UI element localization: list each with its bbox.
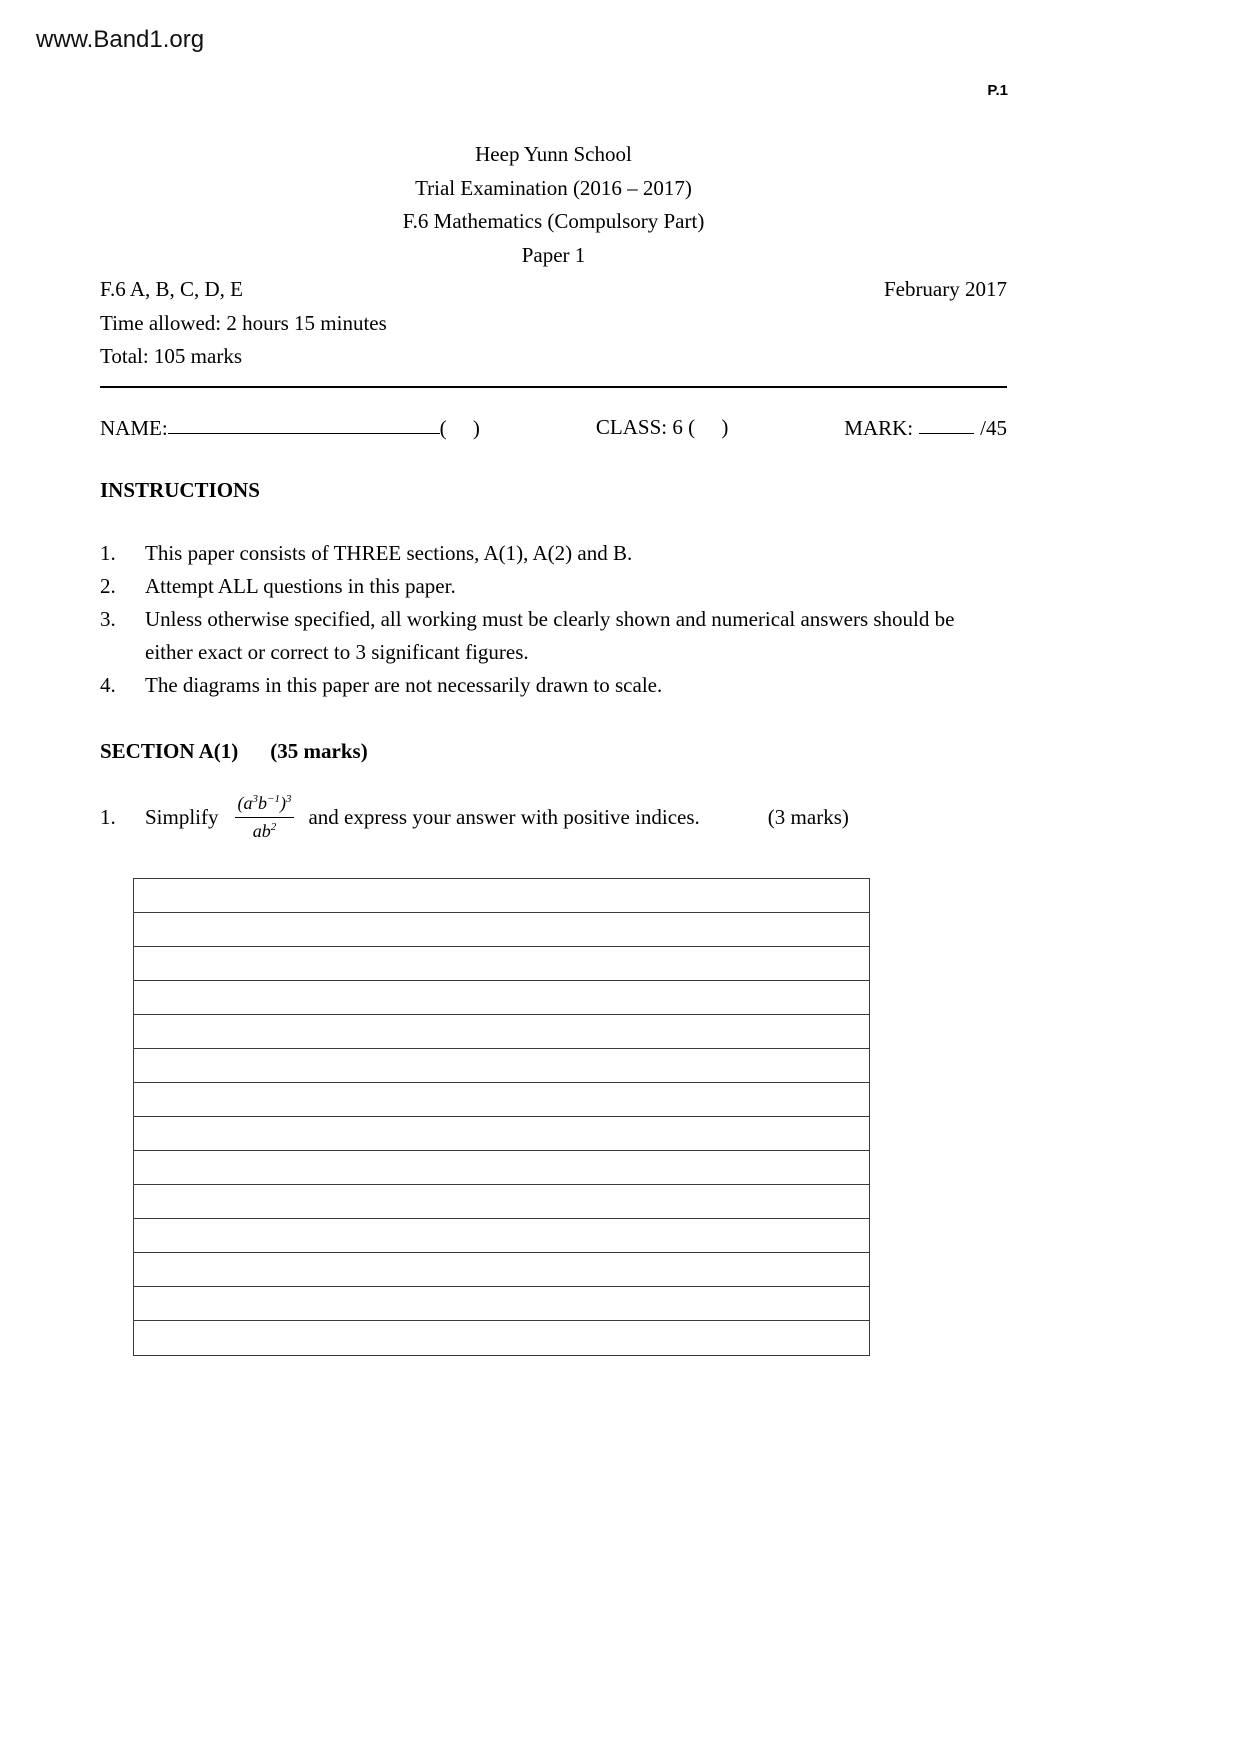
subject-title: F.6 Mathematics (Compulsory Part) bbox=[402, 209, 705, 233]
section-title: SECTION A(1) bbox=[100, 739, 239, 764]
class-date-row bbox=[100, 273, 1007, 307]
question-suffix: and express your answer with positive indices. bbox=[308, 804, 700, 829]
name-class-mark-row bbox=[100, 415, 1007, 441]
name-group bbox=[100, 415, 480, 441]
paper-title: Paper 1 bbox=[521, 242, 586, 267]
title-block bbox=[100, 138, 1007, 272]
time-allowed: Time allowed: 2 hours 15 minutes bbox=[100, 310, 387, 335]
answer-line bbox=[134, 1049, 869, 1083]
mark-field-blank bbox=[919, 415, 974, 435]
numerator-exp-b: −1 bbox=[267, 793, 280, 806]
instruction-text: Attempt ALL questions in this paper. bbox=[145, 574, 456, 599]
answer-line bbox=[134, 1321, 869, 1355]
exam-date: February 2017 bbox=[883, 277, 1007, 301]
numerator-close: ) bbox=[279, 793, 286, 814]
question-marks: (3 marks) bbox=[767, 804, 849, 829]
section-marks: (35 marks) bbox=[270, 739, 368, 764]
fraction-numerator bbox=[235, 792, 295, 818]
fraction-denominator bbox=[253, 818, 277, 843]
denominator-exp: 2 bbox=[270, 820, 277, 833]
mark-label: MARK: bbox=[844, 415, 914, 440]
mark-group bbox=[844, 415, 1007, 441]
answer-line bbox=[134, 947, 869, 981]
numerator-outer-exp: 3 bbox=[285, 793, 292, 806]
instruction-number: 2. bbox=[100, 574, 116, 599]
page-content bbox=[100, 0, 1007, 1356]
instruction-item bbox=[100, 669, 1007, 702]
numerator-base: (a bbox=[237, 793, 253, 814]
divider-rule bbox=[100, 386, 1007, 388]
class-list: F.6 A, B, C, D, E bbox=[100, 277, 244, 301]
meta-block bbox=[100, 273, 1007, 374]
answer-line bbox=[134, 1083, 869, 1117]
numerator-b: b bbox=[258, 793, 268, 814]
answer-line bbox=[134, 1151, 869, 1185]
question-prefix: Simplify bbox=[145, 804, 219, 829]
answer-box bbox=[133, 878, 870, 1356]
numerator-exp-a: 3 bbox=[252, 793, 259, 806]
answer-line bbox=[134, 1015, 869, 1049]
answer-line bbox=[134, 1219, 869, 1253]
answer-line bbox=[134, 1253, 869, 1287]
instruction-text: This paper consists of THREE sections, A(1), A(2) and B. bbox=[145, 541, 633, 566]
instructions-list bbox=[100, 537, 1007, 702]
total-marks: Total: 105 marks bbox=[100, 344, 243, 368]
section-heading bbox=[100, 739, 1007, 764]
math-fraction bbox=[235, 792, 295, 842]
class-label: CLASS: 6 ( ) bbox=[595, 415, 729, 440]
name-field-blank bbox=[168, 415, 440, 435]
instruction-number: 4. bbox=[100, 673, 116, 698]
answer-line bbox=[134, 1185, 869, 1219]
exam-title: Trial Examination (2016 – 2017) bbox=[415, 175, 692, 200]
answer-line bbox=[134, 1117, 869, 1151]
instruction-text: The diagrams in this paper are not necessarily drawn to scale. bbox=[145, 673, 663, 698]
answer-line bbox=[134, 1287, 869, 1321]
answer-line bbox=[134, 913, 869, 947]
name-paren: ( ) bbox=[439, 415, 480, 440]
name-label: NAME: bbox=[100, 415, 168, 440]
instruction-item bbox=[100, 537, 1007, 570]
page-number: P.1 bbox=[987, 82, 1008, 99]
instructions-heading: INSTRUCTIONS bbox=[100, 478, 260, 503]
instruction-item bbox=[100, 570, 1007, 603]
question-number: 1. bbox=[100, 804, 116, 829]
instruction-number: 3. bbox=[100, 607, 116, 632]
instruction-item bbox=[100, 603, 1007, 669]
instruction-number: 1. bbox=[100, 541, 116, 566]
class-group bbox=[596, 415, 728, 440]
mark-total: /45 bbox=[980, 415, 1007, 440]
school-name: Heep Yunn School bbox=[475, 142, 632, 166]
denominator-base: ab bbox=[252, 820, 271, 841]
answer-line bbox=[134, 879, 869, 913]
instruction-text: Unless otherwise specified, all working must be clearly shown and numerical answers should be either exact or correct to 3 significant figures. bbox=[145, 607, 955, 665]
watermark-text: www.Band1.org bbox=[36, 26, 205, 53]
question-1 bbox=[100, 792, 1007, 842]
answer-line bbox=[134, 981, 869, 1015]
